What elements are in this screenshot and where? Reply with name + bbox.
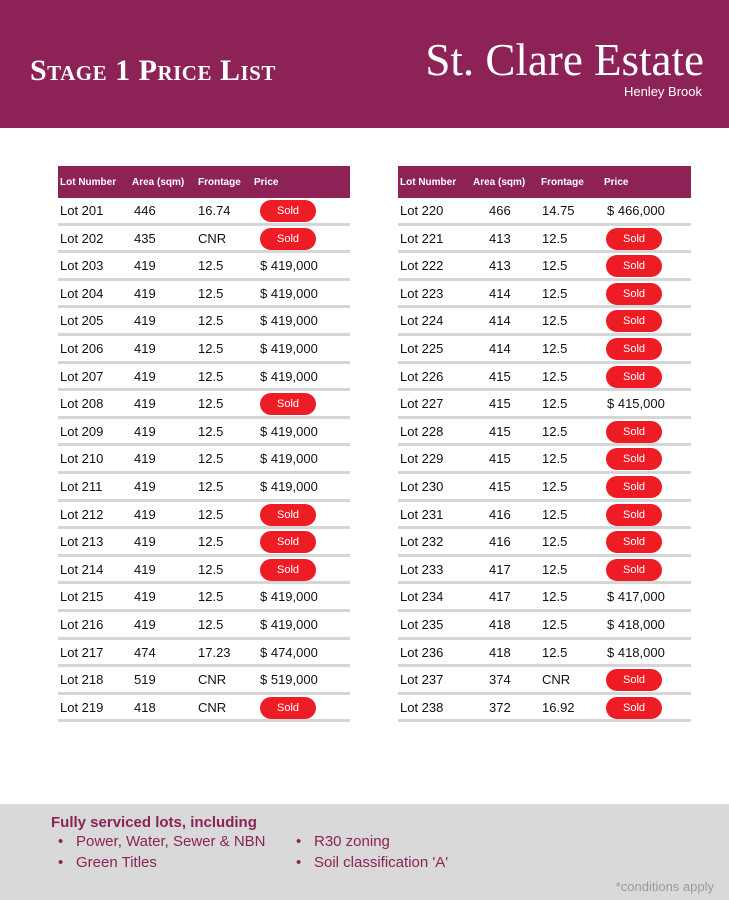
area-cell: 413 [489,230,511,246]
frontage-cell: 12.5 [542,616,568,632]
area-cell: 419 [134,423,156,439]
lot-number-cell: Lot 202 [60,230,104,246]
lot-number-cell: Lot 218 [60,672,104,688]
lot-number-cell: Lot 212 [60,506,104,522]
area-cell: 372 [489,699,511,715]
lot-number-cell: Lot 223 [400,285,444,301]
price-cell: $ 474,000 [260,644,318,660]
table-row [58,695,350,723]
area-cell: 414 [489,340,511,356]
price-cell: $ 419,000 [260,616,318,632]
bullet-text: R30 zoning [314,833,390,850]
frontage-cell: 12.5 [198,340,224,356]
table-row [398,226,691,254]
lot-number-cell: Lot 205 [60,313,104,329]
area-cell: 419 [134,534,156,550]
area-cell: 419 [134,478,156,494]
lot-number-cell: Lot 227 [400,396,444,412]
area-cell: 419 [134,506,156,522]
sold-badge: Sold [260,697,316,719]
area-cell: 466 [489,203,511,218]
header-banner [0,0,729,128]
area-cell: 415 [489,396,511,412]
area-cell: 415 [489,423,511,439]
sold-badge: Sold [606,697,662,719]
frontage-cell: CNR [542,672,571,688]
area-cell: 418 [489,644,511,660]
table-row [398,667,691,695]
column-header-lot: Lot Number [60,177,117,188]
table-row [58,612,350,640]
frontage-cell: 12.5 [198,451,224,467]
table-row [398,695,691,723]
sold-badge: Sold [260,504,316,526]
table-row [58,308,350,336]
frontage-cell: 12.5 [198,506,224,522]
area-cell: 416 [489,534,511,550]
frontage-cell: 12.5 [198,561,224,577]
price-cell: $ 419,000 [260,423,318,439]
price-cell: $ 466,000 [607,203,665,218]
lot-number-cell: Lot 226 [400,368,444,384]
frontage-cell: 12.5 [198,534,224,550]
area-cell: 414 [489,313,511,329]
area-cell: 419 [134,451,156,467]
price-cell: $ 419,000 [260,258,318,274]
sold-badge: Sold [606,669,662,691]
area-cell: 519 [134,672,156,688]
table-row [398,529,691,557]
sold-badge: Sold [606,283,662,305]
lot-number-cell: Lot 216 [60,616,104,632]
sold-badge: Sold [606,310,662,332]
lot-number-cell: Lot 238 [400,699,444,715]
table-row [398,364,691,392]
area-cell: 414 [489,285,511,301]
bullet-item [296,833,390,850]
lot-number-cell: Lot 220 [400,203,444,218]
table-row [58,474,350,502]
table-row [398,557,691,585]
area-cell: 416 [489,506,511,522]
table-row [398,612,691,640]
table-row [58,336,350,364]
frontage-cell: 12.5 [198,313,224,329]
frontage-cell: CNR [198,672,227,688]
sold-badge: Sold [260,531,316,553]
area-cell: 419 [134,340,156,356]
sold-badge: Sold [260,393,316,415]
frontage-cell: 12.5 [198,258,224,274]
table-row [398,502,691,530]
frontage-cell: 12.5 [542,396,568,412]
table-header [398,166,691,198]
table-row [58,502,350,530]
sold-badge: Sold [606,448,662,470]
lot-number-cell: Lot 233 [400,561,444,577]
frontage-cell: 12.5 [542,478,568,494]
column-header-price: Price [254,177,279,188]
lot-number-cell: Lot 231 [400,506,444,522]
column-header-area: Area (sqm) [132,177,185,188]
frontage-cell: 12.5 [542,368,568,384]
area-cell: 418 [134,699,156,715]
price-cell: $ 419,000 [260,340,318,356]
table-row [398,253,691,281]
lot-number-cell: Lot 224 [400,313,444,329]
area-cell: 419 [134,285,156,301]
price-cell: $ 417,000 [607,589,665,605]
table-row [58,584,350,612]
table-row [58,391,350,419]
bullet-dot-icon: • [296,833,302,850]
table-row [58,419,350,447]
lot-number-cell: Lot 207 [60,368,104,384]
column-header-area: Area (sqm) [473,177,526,188]
lot-number-cell: Lot 222 [400,258,444,274]
price-table-left [58,166,350,722]
footer-title: Fully serviced lots, including [51,814,257,831]
frontage-cell: 12.5 [542,423,568,439]
lot-number-cell: Lot 215 [60,589,104,605]
bullet-text: Power, Water, Sewer & NBN [76,833,266,850]
bullet-text: Green Titles [76,854,157,871]
table-row [58,281,350,309]
price-cell: $ 415,000 [607,396,665,412]
lot-number-cell: Lot 228 [400,423,444,439]
frontage-cell: 16.74 [198,203,231,218]
price-cell: $ 519,000 [260,672,318,688]
frontage-cell: 12.5 [198,368,224,384]
frontage-cell: 16.92 [542,699,575,715]
area-cell: 413 [489,258,511,274]
lot-number-cell: Lot 206 [60,340,104,356]
price-cell: $ 419,000 [260,478,318,494]
frontage-cell: 12.5 [542,230,568,246]
frontage-cell: 12.5 [198,589,224,605]
area-cell: 474 [134,644,156,660]
table-row [398,198,691,226]
sold-badge: Sold [606,366,662,388]
frontage-cell: 14.75 [542,203,575,218]
area-cell: 446 [134,203,156,218]
frontage-cell: 12.5 [198,478,224,494]
frontage-cell: 12.5 [542,506,568,522]
frontage-cell: 12.5 [542,644,568,660]
area-cell: 419 [134,561,156,577]
lot-number-cell: Lot 210 [60,451,104,467]
sold-badge: Sold [606,504,662,526]
lot-number-cell: Lot 237 [400,672,444,688]
lot-number-cell: Lot 201 [60,203,104,218]
price-cell: $ 419,000 [260,285,318,301]
table-row [58,557,350,585]
column-header-frontage: Frontage [541,177,584,188]
price-cell: $ 418,000 [607,616,665,632]
lot-number-cell: Lot 208 [60,396,104,412]
lot-number-cell: Lot 203 [60,258,104,274]
lot-number-cell: Lot 213 [60,534,104,550]
sold-badge: Sold [260,559,316,581]
table-row [58,253,350,281]
price-cell: $ 418,000 [607,644,665,660]
estate-name: St. Clare Estate [425,35,704,85]
area-cell: 419 [134,589,156,605]
frontage-cell: 12.5 [198,423,224,439]
estate-suburb: Henley Brook [623,84,702,99]
sold-badge: Sold [606,421,662,443]
frontage-cell: 12.5 [198,396,224,412]
table-row [398,336,691,364]
column-header-price: Price [604,177,629,188]
lot-number-cell: Lot 204 [60,285,104,301]
frontage-cell: 12.5 [542,313,568,329]
area-cell: 419 [134,258,156,274]
table-row [398,281,691,309]
table-row [398,640,691,668]
area-cell: 415 [489,451,511,467]
lot-number-cell: Lot 217 [60,644,104,660]
area-cell: 415 [489,478,511,494]
frontage-cell: 12.5 [542,258,568,274]
table-header [58,166,350,198]
bullet-text: Soil classification 'A' [314,854,449,871]
area-cell: 415 [489,368,511,384]
frontage-cell: 12.5 [542,589,568,605]
lot-number-cell: Lot 236 [400,644,444,660]
area-cell: 435 [134,230,156,246]
lot-number-cell: Lot 209 [60,423,104,439]
sold-badge: Sold [606,531,662,553]
frontage-cell: 12.5 [542,561,568,577]
table-row [58,364,350,392]
area-cell: 419 [134,616,156,632]
table-body [58,198,350,722]
lot-number-cell: Lot 229 [400,451,444,467]
bullet-dot-icon: • [58,833,64,850]
frontage-cell: 12.5 [198,285,224,301]
table-body [398,198,691,722]
frontage-cell: 12.5 [542,285,568,301]
area-cell: 418 [489,616,511,632]
area-cell: 419 [134,313,156,329]
price-cell: $ 419,000 [260,451,318,467]
table-row [58,446,350,474]
table-row [398,446,691,474]
area-cell: 417 [489,561,511,577]
sold-badge: Sold [606,476,662,498]
column-header-frontage: Frontage [198,177,241,188]
table-row [58,198,350,226]
column-header-lot: Lot Number [400,177,457,188]
lot-number-cell: Lot 225 [400,340,444,356]
table-row [58,640,350,668]
lot-number-cell: Lot 232 [400,534,444,550]
sold-badge: Sold [606,559,662,581]
sold-badge: Sold [606,255,662,277]
area-cell: 417 [489,589,511,605]
price-cell: $ 419,000 [260,313,318,329]
frontage-cell: 12.5 [542,340,568,356]
lot-number-cell: Lot 219 [60,699,104,715]
table-row [398,419,691,447]
lot-number-cell: Lot 230 [400,478,444,494]
lot-number-cell: Lot 211 [60,478,103,494]
sold-badge: Sold [260,200,316,222]
lot-number-cell: Lot 221 [400,230,444,246]
frontage-cell: 12.5 [542,534,568,550]
frontage-cell: 12.5 [542,451,568,467]
sold-badge: Sold [606,338,662,360]
conditions-note: *conditions apply [615,879,714,894]
lot-number-cell: Lot 235 [400,616,444,632]
frontage-cell: CNR [198,699,227,715]
price-cell: $ 419,000 [260,589,318,605]
frontage-cell: CNR [198,230,227,246]
table-row [398,584,691,612]
table-row [398,391,691,419]
table-row [58,226,350,254]
table-row [58,529,350,557]
footer-panel [0,804,729,900]
bullet-dot-icon: • [296,854,302,871]
price-cell: $ 419,000 [260,368,318,384]
bullet-item [296,854,448,871]
lot-number-cell: Lot 234 [400,589,444,605]
frontage-cell: 17.23 [198,644,231,660]
stage-title: Stage 1 Price List [30,54,276,87]
table-row [398,308,691,336]
table-row [398,474,691,502]
sold-badge: Sold [606,228,662,250]
area-cell: 374 [489,672,511,688]
bullet-dot-icon: • [58,854,64,871]
price-table-right [398,166,691,722]
area-cell: 419 [134,368,156,384]
lot-number-cell: Lot 214 [60,561,104,577]
sold-badge: Sold [260,228,316,250]
area-cell: 419 [134,396,156,412]
table-row [58,667,350,695]
frontage-cell: 12.5 [198,616,224,632]
bullet-item [58,854,157,871]
bullet-item [58,833,266,850]
